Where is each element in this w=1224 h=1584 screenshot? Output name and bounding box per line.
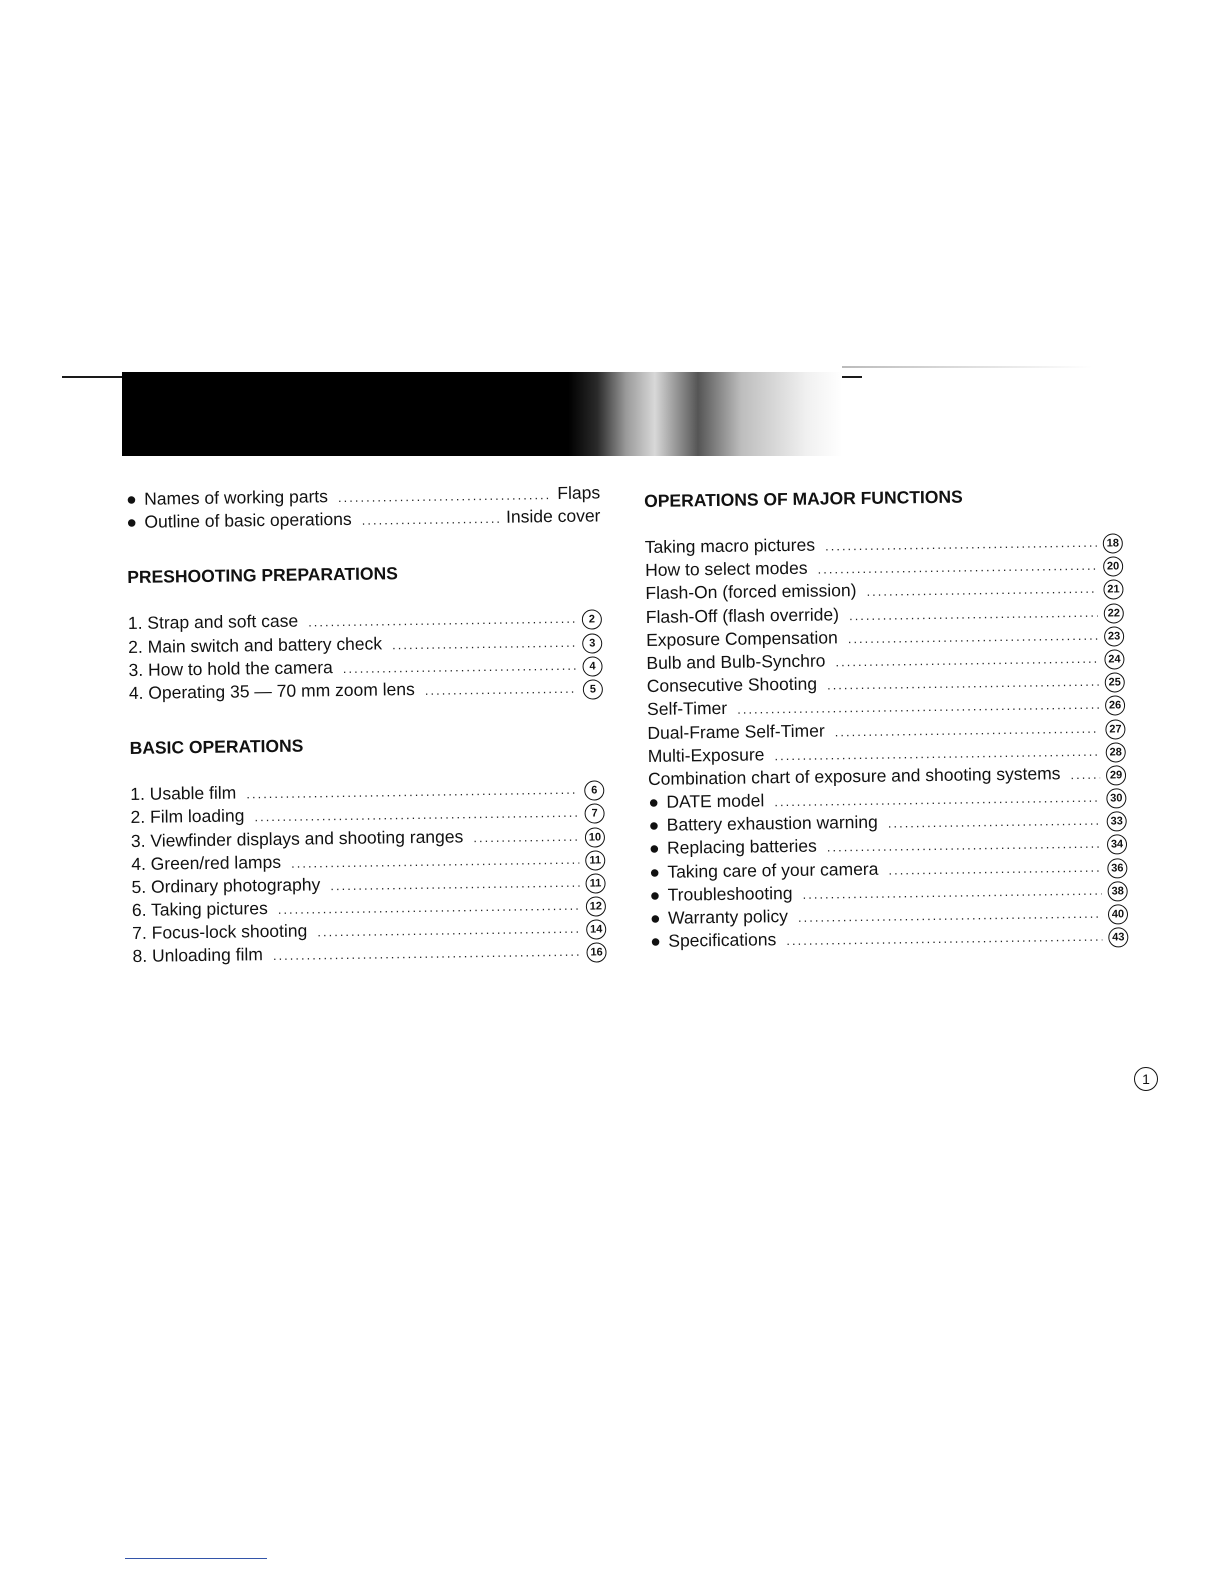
toc-entry-label: 2. Film loading	[130, 805, 245, 828]
page-number-badge: 33	[1107, 812, 1127, 832]
toc-entry-label: Troubleshooting	[667, 882, 793, 905]
page-number-badge: 16	[586, 943, 606, 963]
toc-entry-label: Replacing batteries	[666, 836, 817, 859]
toc-entry-label: 1. Usable film	[130, 782, 237, 805]
section-heading-major: OPERATIONS OF MAJOR FUNCTIONS	[644, 486, 963, 511]
bullet-icon: ●	[649, 907, 661, 928]
leader-dots	[786, 925, 1102, 953]
toc-entry-label: Self-Timer	[646, 698, 728, 720]
bullet-icon: ●	[649, 861, 661, 882]
toc-right-column	[644, 481, 1128, 953]
leader-dots	[392, 630, 576, 656]
page-number-badge: 12	[586, 896, 606, 916]
toc-entry-label: 8. Unloading film	[132, 944, 264, 967]
leader-dots	[848, 623, 1099, 650]
page-number-badge: 38	[1108, 881, 1128, 901]
page-number-badge: 29	[1106, 765, 1126, 785]
toc-entry-label: 6. Taking pictures	[131, 898, 268, 921]
leader-dots	[362, 507, 501, 532]
toc-entry-label: 3. Viewfinder displays and shooting ranges	[130, 825, 464, 851]
page-number-badge: 18	[1103, 533, 1123, 553]
page-number-badge: 14	[586, 920, 606, 940]
toc-entry-label: Outline of basic operations	[144, 509, 352, 532]
toc-entry-label: Exposure Compensation	[645, 627, 838, 650]
toc-entry-label: Flash-On (forced emission)	[645, 580, 857, 604]
toc-entry-label: Multi-Exposure	[647, 744, 765, 766]
leader-dots	[888, 855, 1101, 881]
page-number-badge: 5	[583, 679, 603, 699]
page-number-badge: 36	[1107, 858, 1127, 878]
toc-entry-label: Specifications	[668, 929, 777, 951]
page-number-badge: 21	[1103, 580, 1123, 600]
page-number-badge: 43	[1108, 927, 1128, 947]
toc-entry-label: 1. Strap and soft case	[127, 610, 299, 634]
leader-dots	[273, 940, 581, 967]
toc-entry-label: Consecutive Shooting	[646, 673, 818, 697]
toc-entry-label: Flash-Off (flash override)	[645, 603, 840, 627]
bullet-icon: ●	[648, 838, 660, 859]
page-number-badge: 24	[1104, 649, 1124, 669]
leader-dots	[849, 600, 1098, 627]
leader-dots	[866, 577, 1097, 603]
toc-entry-label: DATE model	[666, 790, 765, 812]
page-number-badge: 27	[1105, 719, 1125, 739]
toc-left-column	[126, 481, 607, 968]
bullet-icon: ●	[648, 815, 660, 836]
page-number-badge: 4	[582, 656, 602, 676]
toc-entry-label: Warranty policy	[667, 906, 789, 928]
leader-dots	[1070, 763, 1100, 787]
page-number-badge: 40	[1108, 904, 1128, 924]
section-heading-basic: BASIC OPERATIONS	[129, 735, 304, 759]
bullet-icon: ●	[650, 930, 662, 952]
toc-entry-label: 2. Main switch and battery check	[128, 633, 383, 657]
leader-dots	[330, 871, 580, 898]
bullet-icon: ●	[649, 884, 661, 905]
page-number-badge: 11	[585, 850, 605, 870]
page-number-badge: 20	[1103, 557, 1123, 577]
toc-entry-label: Combination chart of exposure and shooting systems	[647, 763, 1061, 789]
page-number-badge: 23	[1104, 626, 1124, 646]
toc-entry-label: 4. Green/red lamps	[131, 851, 282, 874]
page-number-badge: 25	[1105, 672, 1125, 692]
toc-entry-label: Bulb and Bulb-Synchro	[646, 650, 826, 673]
page-number-badge: 10	[585, 827, 605, 847]
toc-entry-page: Inside cover	[505, 505, 601, 527]
toc-entry-label: Dual-Frame Self-Timer	[647, 720, 825, 743]
leader-dots	[473, 824, 579, 849]
header-band	[122, 372, 842, 456]
page-number-badge: 11	[585, 873, 605, 893]
header-fade-rule	[842, 366, 1092, 368]
bullet-icon: ●	[126, 488, 137, 509]
page-number-badge: 7	[584, 804, 604, 824]
leader-dots	[888, 809, 1101, 835]
toc-entry-label: 4. Operating 35 — 70 mm zoom lens	[128, 678, 415, 703]
page-number-badge: 28	[1106, 742, 1126, 762]
toc-entry-label: Battery exhaustion warning	[666, 812, 878, 835]
page-number-badge: 2	[582, 610, 602, 630]
page-number: 1	[1134, 1067, 1158, 1091]
section-heading-preshooting: PRESHOOTING PREPARATIONS	[127, 563, 399, 588]
toc-entry-label: 5. Ordinary photography	[131, 874, 321, 897]
page-number-badge: 6	[584, 780, 604, 800]
page-number-badge: 34	[1107, 835, 1127, 855]
footer-rule	[125, 1558, 267, 1559]
toc-entry-label: Taking care of your camera	[667, 858, 879, 882]
page-number-badge: 30	[1106, 788, 1126, 808]
toc-entry-label: 3. How to hold the camera	[128, 656, 333, 680]
toc-entry-label: Taking macro pictures	[644, 534, 816, 557]
page-number-badge: 3	[582, 633, 602, 653]
leader-dots	[425, 677, 577, 702]
bullet-icon: ●	[648, 791, 660, 813]
toc-entry-label: How to select modes	[645, 557, 808, 581]
page-number-badge: 22	[1104, 603, 1124, 623]
bullet-icon: ●	[126, 512, 138, 533]
leader-dots	[343, 653, 577, 679]
toc-entry-label: 7. Focus-lock shooting	[132, 920, 308, 944]
toc-entry-label: Names of working parts	[144, 486, 329, 509]
toc-entry-page: Flaps	[557, 482, 601, 503]
page-number-badge: 26	[1105, 696, 1125, 716]
